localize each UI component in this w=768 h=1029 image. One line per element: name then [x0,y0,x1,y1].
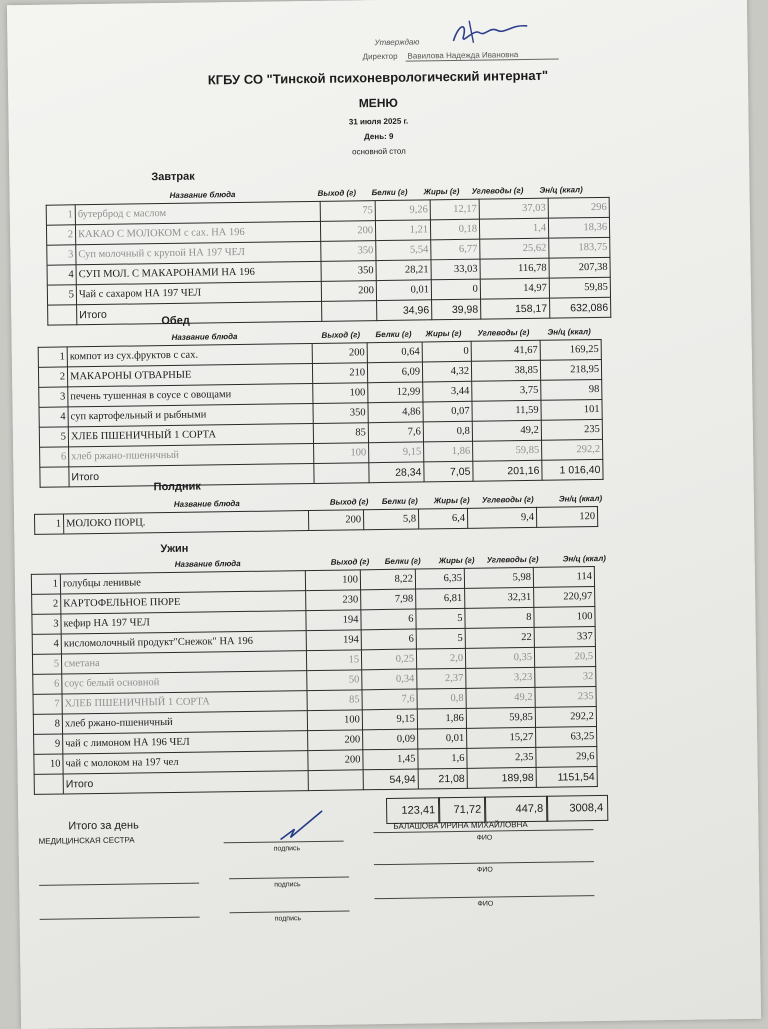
dish-energy: 207,38 [549,257,610,278]
dish-protein: 7,98 [361,589,416,610]
dish-output: 200 [321,281,376,302]
header-fat: Жиры (г) [438,555,475,566]
dish-protein: 5,8 [363,509,418,530]
lunch-table [38,339,604,488]
dish-protein: 8,22 [360,569,415,590]
dish-energy: 235 [541,419,602,440]
menu-day: День: 9 [364,131,394,142]
dish-energy: 32 [535,667,596,688]
dish-name: компот из сух.фруктов с сах. [67,343,312,366]
snack-table [34,506,598,535]
nurse-role: МЕДИЦИНСКАЯ СЕСТРА [38,835,135,846]
dish-protein: 0,25 [361,649,416,670]
dish-fat: 1,86 [424,441,473,462]
day-total-label: Итого за день [68,819,139,833]
header-dish: Название блюда [169,190,236,200]
dish-fat: 5 [416,608,465,629]
sign-caption: подпись [274,881,301,889]
dish-output: 350 [313,403,368,424]
dish-fat: 1,86 [417,708,466,729]
signature-area [28,820,629,931]
dish-output: 210 [312,363,367,384]
dish-carbs: 14,97 [480,278,549,299]
row-number: 5 [47,285,76,305]
dish-energy: 101 [541,399,602,420]
header-fat: Жиры (г) [433,495,470,506]
dish-output: 15 [306,650,361,671]
dish-fat: 0,8 [423,421,472,442]
dish-protein: 5,54 [376,240,431,261]
dish-protein: 28,21 [376,260,431,281]
header-protein: Белки (г) [381,496,418,507]
dish-fat: 1,6 [418,748,467,769]
total-label: Итого [69,463,314,486]
total-blank [34,774,63,794]
dish-fat: 0,18 [430,219,479,240]
row-number: 7 [33,694,62,714]
dish-output: 200 [308,750,363,771]
breakfast-title: Завтрак [151,170,195,184]
dish-carbs: 3,75 [472,380,541,401]
dish-protein: 6 [361,609,416,630]
dish-output: 194 [306,610,361,631]
total-energy: 1 016,40 [542,459,603,480]
dish-fat: 6,77 [431,239,480,260]
dish-output: 200 [308,510,363,531]
row-number: 4 [32,634,61,654]
row-number: 2 [46,225,75,245]
dish-energy: 100 [534,607,595,628]
row-number: 10 [34,754,63,774]
header-fat: Жиры (г) [423,186,460,197]
total-label: Итого [77,301,322,324]
dish-energy: 183,75 [549,237,610,258]
breakfast-table [46,197,612,326]
dish-fat: 4,32 [422,361,471,382]
dish-protein: 6,09 [367,362,422,383]
dish-carbs: 15,27 [467,727,536,748]
dish-output: 85 [307,690,362,711]
dish-name: сметана [61,651,306,674]
dish-output: 100 [305,570,360,591]
header-energy: Эн/ц (ккал) [558,493,603,504]
total-energy: 1151,54 [536,767,597,788]
dish-fat: 3,44 [423,381,472,402]
fio-caption: ФИО [476,866,493,874]
dish-carbs: 32,31 [465,587,534,608]
row-number: 8 [33,714,62,734]
dish-protein: 4,86 [368,402,423,423]
breakfast-header [10,183,750,200]
menu-title: МЕНЮ [358,95,398,111]
dish-name: голубцы ленивые [60,571,305,594]
dish-energy: 114 [533,567,594,588]
dish-energy: 296 [548,197,609,218]
dish-protein: 1,45 [363,749,418,770]
row-number: 2 [32,594,61,614]
row-number: 3 [32,614,61,634]
fio-caption: ФИО [476,834,493,842]
nurse-name: БАЛАШОВА ИРИНА МИХАЙЛОВНА [393,820,528,831]
dish-output: 230 [306,590,361,611]
header-energy: Эн/ц (ккал) [539,185,583,195]
dish-name: ХЛЕБ ПШЕНИЧНЫЙ 1 СОРТА [68,423,313,446]
day-total-energy: 3008,4 [546,795,608,822]
row-number: 1 [31,574,60,594]
row-number: 6 [40,447,69,467]
dish-protein: 7,6 [362,689,417,710]
organization-title: КГБУ СО "Тинской психоневрологический интернат" [207,67,549,88]
dish-protein: 0,01 [376,280,431,301]
dish-protein: 0,09 [363,729,418,750]
director-signature-icon [449,18,531,49]
dish-protein: 12,99 [368,382,423,403]
dish-energy: 220,97 [534,587,595,608]
nurse-signature-icon [276,809,326,844]
row-number: 9 [34,734,63,754]
dish-output: 50 [307,670,362,691]
dish-name: суп картофельный и рыбными [68,403,313,426]
dish-fat: 2,37 [417,668,466,689]
dish-name: хлеб ржано-пшеничный [62,711,307,734]
dish-energy: 337 [534,627,595,648]
dish-carbs: 1,4 [479,218,548,239]
row-number: 1 [46,205,75,225]
total-blank [48,305,77,325]
row-number: 4 [47,265,76,285]
day-total-fat: 71,72 [438,797,486,824]
dish-fat: 5 [416,628,465,649]
dish-carbs: 5,98 [464,567,533,588]
dish-protein: 1,21 [375,220,430,241]
header-dish: Название блюда [174,559,241,569]
dish-protein: 7,6 [368,422,423,443]
header-output: Выход (г) [321,330,361,340]
dish-fat: 33,03 [431,259,480,280]
dish-output: 194 [306,630,361,651]
dish-energy: 63,25 [536,727,597,748]
total-carbs: 189,98 [467,767,536,788]
dish-name: чай с лимоном НА 196 ЧЕЛ [63,731,308,754]
dish-energy: 29,6 [536,747,597,768]
snack-header [14,492,754,509]
row-number: 5 [32,654,61,674]
dish-carbs: 11,59 [472,400,541,421]
header-output: Выход (г) [317,188,357,198]
total-blank [314,463,369,484]
dish-protein: 6 [361,629,416,650]
row-number: 3 [39,387,68,407]
day-total-protein: 123,41 [386,797,440,824]
dish-fat: 12,17 [430,199,479,220]
total-carbs: 158,17 [481,298,550,319]
dish-output: 200 [320,221,375,242]
dish-fat: 0,07 [423,401,472,422]
dish-output: 350 [321,241,376,262]
dish-output: 200 [312,343,367,364]
header-fat: Жиры (г) [425,328,462,339]
snack-title: Полдник [153,480,201,494]
total-carbs: 201,16 [473,460,542,481]
dish-fat: 0,01 [418,728,467,749]
dinner-header [15,552,755,569]
dish-name: КАРТОФЕЛЬНОЕ ПЮРЕ [61,591,306,614]
header-protein: Белки (г) [375,329,412,340]
dish-energy: 292,2 [542,439,603,460]
dish-name: кефир НА 197 ЧЕЛ [61,611,306,634]
dish-output: 75 [320,201,375,222]
dish-carbs: 22 [465,627,534,648]
dish-fat: 0 [422,341,471,362]
dish-protein: 9,26 [375,200,430,221]
header-protein: Белки (г) [371,187,408,198]
dish-output: 85 [313,423,368,444]
dish-carbs: 0,35 [465,647,534,668]
header-dish: Название блюда [173,499,240,509]
total-protein: 34,96 [377,300,432,321]
header-carbs: Углеводы (г) [486,554,539,565]
header-dish: Название блюда [171,332,238,342]
dish-fat: 0,8 [417,688,466,709]
row-number: 1 [38,347,67,367]
dish-output: 100 [314,443,369,464]
header-energy: Эн/ц (ккал) [547,327,591,337]
dish-fat: 2,0 [416,648,465,669]
dish-name: ХЛЕБ ПШЕНИЧНЫЙ 1 СОРТА [62,691,307,714]
row-number: 3 [47,245,76,265]
header-carbs: Углеводы (г) [477,327,530,338]
total-label: Итого [63,771,308,794]
dish-energy: 59,85 [549,277,610,298]
dish-energy: 18,36 [548,217,609,238]
table-type: основной стол [352,146,406,157]
header-output: Выход (г) [330,557,370,567]
total-energy: 632,086 [550,297,611,318]
approval-position: Директор [362,51,398,62]
header-output: Выход (г) [329,497,369,507]
dish-carbs: 59,85 [466,707,535,728]
dish-fat: 0 [431,279,480,300]
dish-fat: 6,35 [415,568,464,589]
dish-energy: 120 [536,507,597,528]
dish-carbs: 9,4 [467,507,536,528]
table-row [34,507,597,535]
dish-protein: 0,34 [362,669,417,690]
row-number: 5 [39,427,68,447]
dish-carbs: 25,62 [480,238,549,259]
dish-output: 100 [307,710,362,731]
dish-carbs: 3,23 [466,667,535,688]
row-number: 1 [34,514,63,534]
dish-carbs: 38,85 [471,360,540,381]
dish-name: СУП МОЛ. С МАКАРОНАМИ НА 196 [76,261,321,284]
dish-fat: 6,81 [416,588,465,609]
approval-name: Вавилова Надежда Ивановна [405,50,558,62]
row-number: 6 [33,674,62,694]
dish-name: печень тушенная в соусе с овощами [68,383,313,406]
dish-fat: 6,4 [418,508,467,529]
dish-carbs: 49,2 [472,420,541,441]
dish-carbs: 2,35 [467,747,536,768]
sign-caption: подпись [274,915,302,923]
dish-energy: 98 [541,379,602,400]
dish-energy: 169,25 [540,339,601,360]
row-number: 4 [39,407,68,427]
dish-carbs: 8 [465,607,534,628]
total-fat: 39,98 [432,299,481,320]
dish-name: чай с молоком на 197 чел [63,751,308,774]
dish-name: соус белый основной [62,671,307,694]
header-carbs: Углеводы (г) [481,494,534,505]
dish-name: МАКАРОНЫ ОТВАРНЫЕ [67,363,312,386]
dish-carbs: 49,2 [466,687,535,708]
dish-energy: 20,5 [534,647,595,668]
dish-carbs: 59,85 [473,440,542,461]
lunch-header [11,325,751,342]
menu-sheet [7,0,761,1029]
row-number: 2 [38,367,67,387]
dish-name: Чай с сахаром НА 197 ЧЕЛ [76,281,321,304]
dish-protein: 9,15 [362,709,417,730]
total-protein: 28,34 [369,462,424,483]
sign-caption: подпись [273,845,301,853]
dish-output: 100 [313,383,368,404]
dish-name: хлеб ржано-пшеничный [69,443,314,466]
total-blank [322,301,377,322]
dish-energy: 235 [535,687,596,708]
dinner-table [31,566,598,795]
dish-name: МОЛОКО ПОРЦ. [63,511,308,534]
dish-carbs: 116,78 [480,258,549,279]
day-total-carbs: 447,8 [484,796,548,823]
dish-protein: 0,64 [367,342,422,363]
total-blank [40,467,69,487]
dish-energy: 218,95 [540,359,601,380]
dish-output: 350 [321,261,376,282]
dish-carbs: 37,03 [479,198,548,219]
total-fat: 21,08 [418,768,467,789]
total-protein: 54,94 [363,769,418,790]
dish-name: Суп молочный с крупой НА 197 ЧЕЛ [76,241,321,264]
dish-protein: 9,15 [369,442,424,463]
header-energy: Эн/ц (ккал) [562,553,606,564]
approval-title: Утверждаю [374,37,420,48]
dish-name: кисломолочный продукт"Снежок" НА 196 [61,631,306,654]
dish-output: 200 [308,730,363,751]
dish-name: КАКАО С МОЛОКОМ с сах. НА 196 [75,221,320,244]
lunch-title: Обед [161,314,190,328]
fio-caption: ФИО [477,900,494,908]
dish-name: бутерброд с маслом [75,201,320,224]
dish-energy: 292,2 [535,707,596,728]
header-protein: Белки (г) [384,556,421,566]
dinner-title: Ужин [160,542,189,556]
total-blank [308,770,363,791]
header-carbs: Углеводы (г) [471,186,524,196]
total-fat: 7,05 [424,461,473,482]
dish-carbs: 41,67 [471,340,540,361]
menu-date: 31 июля 2025 г. [348,116,409,127]
